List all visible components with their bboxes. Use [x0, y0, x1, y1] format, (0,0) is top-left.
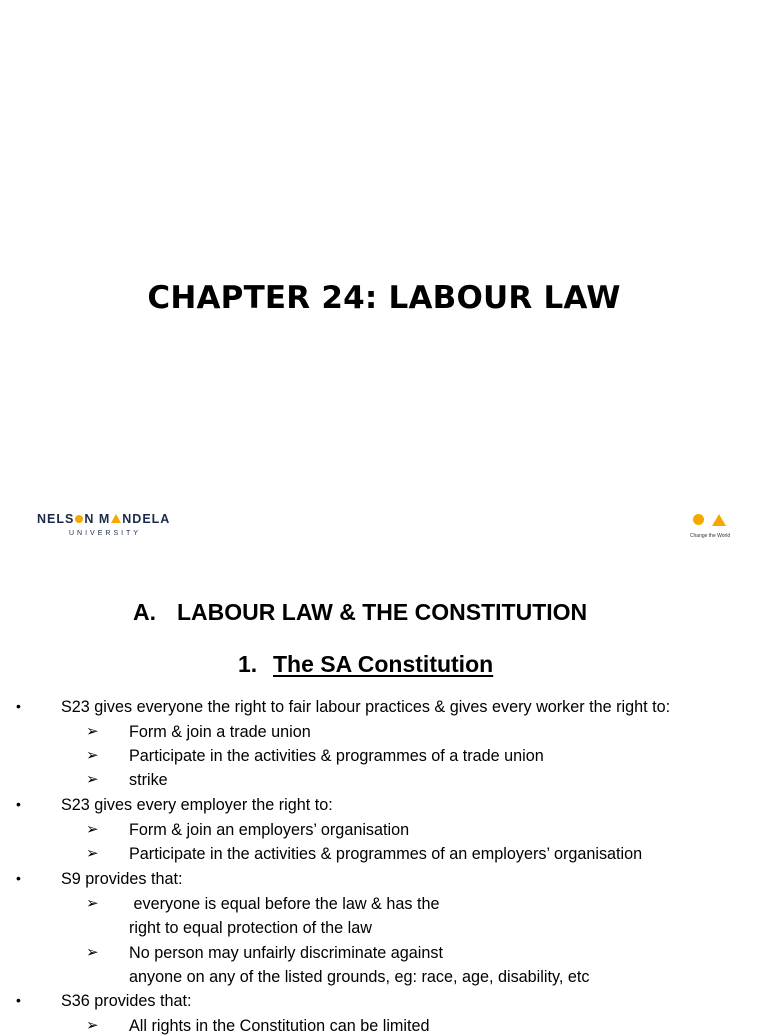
- subsection-heading: [238, 651, 493, 678]
- list-subitem-continuation: anyone on any of the listed grounds, eg: race, age, disability, etc: [129, 968, 590, 986]
- logo-subtitle: UNIVERSITY: [69, 530, 142, 537]
- chapter-title: CHAPTER 24: LABOUR LAW: [147, 280, 621, 316]
- brand-tagline: Change the World: [689, 533, 731, 539]
- brand-mark: [686, 512, 734, 542]
- brand-triangle-icon: [712, 514, 726, 526]
- list-subitem: Form & join an employers’ organisation: [129, 821, 410, 839]
- arrow-icon: ➢: [86, 944, 99, 961]
- list-item: S9 provides that:: [61, 870, 183, 888]
- list-subitem: everyone is equal before the law & has the: [129, 895, 440, 913]
- arrow-icon: ➢: [86, 821, 99, 838]
- list-subitem-continuation: right to equal protection of the law: [129, 919, 372, 937]
- section-title: LABOUR LAW & THE CONSTITUTION: [177, 599, 588, 625]
- brand-dot-icon: [693, 514, 704, 525]
- logo-wordmark: [37, 512, 170, 526]
- bullet-icon: •: [16, 796, 21, 812]
- arrow-icon: ➢: [86, 1017, 99, 1034]
- list-item: S23 gives everyone the right to fair labour practices & gives every worker the right to:: [61, 698, 671, 716]
- bullet-icon: •: [16, 870, 21, 886]
- list-subitem: All rights in the Constitution can be limited: [129, 1017, 430, 1035]
- university-logo: [37, 512, 177, 542]
- bullet-icon: •: [16, 992, 21, 1008]
- arrow-icon: ➢: [86, 895, 99, 912]
- logo-wordmark-part3: NDELA: [122, 512, 171, 526]
- list-item: S23 gives every employer the right to:: [61, 796, 333, 814]
- list-subitem: strike: [129, 771, 168, 789]
- list-item: S36 provides that:: [61, 992, 192, 1010]
- arrow-icon: ➢: [86, 845, 99, 862]
- logo-dot-icon: [75, 515, 83, 523]
- list-subitem: No person may unfairly discriminate against: [129, 944, 443, 962]
- arrow-icon: ➢: [86, 771, 99, 788]
- subsection-number: 1.: [238, 651, 258, 677]
- logo-wordmark-part2: N M: [84, 512, 111, 526]
- bullet-icon: •: [16, 698, 21, 714]
- arrow-icon: ➢: [86, 747, 99, 764]
- list-subitem: Participate in the activities & programmes of a trade union: [129, 747, 544, 765]
- logo-triangle-icon: [111, 514, 121, 523]
- subsection-title: The SA Constitution: [273, 651, 494, 677]
- list-subitem: Form & join a trade union: [129, 723, 311, 741]
- arrow-icon: ➢: [86, 723, 99, 740]
- content-slide: [0, 576, 768, 1035]
- list-subitem: Participate in the activities & programmes of an employers’ organisation: [129, 845, 643, 863]
- logo-wordmark-part1: NELS: [37, 512, 75, 526]
- section-letter: A.: [133, 599, 156, 625]
- section-heading: [133, 599, 587, 626]
